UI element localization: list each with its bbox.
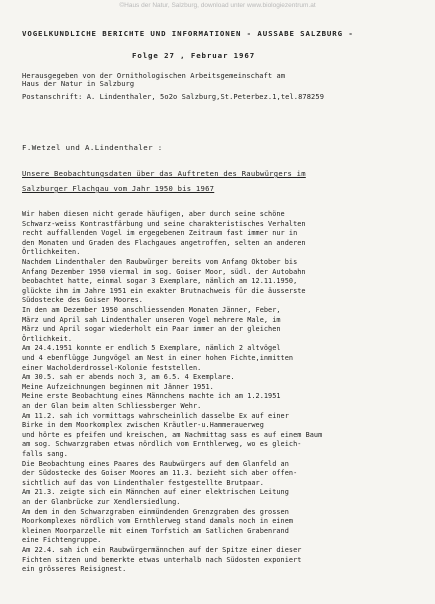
body-line: Fichten sitzen und bemerkte etwas unterhalb nach Südosten exponiert <box>22 555 302 564</box>
watermark: ©Haus der Natur, Salzburg, download unter www.biologiezentrum.at <box>119 2 316 9</box>
postal-address: Postanschrift: A. Lindenthaler, 5o2o Salzburg,St.Peterbez.1,tel.878259 <box>22 93 325 101</box>
body-line: Am dem in den Schwarzgraben einmündenden Grenzgraben des grossen <box>22 507 289 516</box>
body-line: glückte ihm im Jahre 1951 ein exakter Brutnachweis für die äusserste <box>22 286 306 295</box>
body-line: Meine Aufzeichnungen beginnen mit Jänner 1951. <box>22 382 214 391</box>
body-line: Am 30.5. sah er abends noch 3, am 6.5. 4 Exemplare. <box>22 373 235 382</box>
article-authors: F.Wetzel und A.Lindenthaler : <box>22 143 163 152</box>
body-line: März und April sah Lindenthaler unseren Vogel mehrere Male, im <box>22 315 281 324</box>
body-line: recht auffallenden Vogel im ergegebenen Zeitraum fast immer nur in <box>22 229 298 238</box>
series-title: VOGELKUNDLICHE BERICHTE UND INFORMATIONEN - AUSSABE SALZBURG - <box>22 29 354 38</box>
body-line: Am 21.3. zeigte sich ein Männchen auf einer elektrischen Leitung <box>22 488 289 497</box>
article-title-line-1: Unsere Beobachtungsdaten über das Auftreten des Raubwürgers im <box>22 169 306 178</box>
body-line: falls sang. <box>22 450 68 458</box>
publisher-line-2: Haus der Natur in Salzburg <box>22 80 135 88</box>
body-line: Nachdem Lindenthaler den Raubwürger bereits vom Anfang Oktober bis <box>22 258 298 266</box>
body-line: an der Glan beim alten Schliessberger Wehr. <box>22 402 202 410</box>
body-line: einer Wacholderdrossel-Kolonie feststellen. <box>22 363 202 372</box>
body-line: Schwarz-weiss Kontrastfärbung und seine charakteristisches Verhalten <box>22 219 306 228</box>
body-line: Örtlichkeiten. <box>22 248 81 257</box>
publisher-line-1: Herausgegeben von der Ornithologischen Arbeitsgemeinschaft am <box>22 72 286 80</box>
body-line: Südostecke des Goiser Moores. <box>22 296 143 305</box>
body-line: ein grösseres Reisignest. <box>22 565 127 574</box>
article-title-line-2: Salzburger Flachgau vom Jahr 1950 bis 1967 <box>22 184 215 193</box>
body-line: Meine erste Beobachtung eines Männchens machte ich am 1.2.1951 <box>22 392 281 401</box>
body-line: den Monaten und Graden des Flachgaues angetroffen, selten an anderen <box>22 238 306 247</box>
body-line: März und April sogar wiederholt ein Paar immer an der gleichen <box>22 325 281 334</box>
body-line: Anfang Dezember 1950 viermal im sog. Goiser Moor, südl. der Autobahn <box>22 267 306 276</box>
body-line: beobachtet hatte, einmal sogar 3 Exemplare, nämlich am 12.11.1950, <box>22 277 298 286</box>
body-line: kleinen Moorparzelle mit einem Torfstich am Satlichen Grabenrand <box>22 526 289 535</box>
body-line: In den am Dezember 1950 anschliessenden Monaten Jänner, Feber, <box>22 306 281 314</box>
body-line: eine Fichtengruppe. <box>22 536 102 545</box>
body-line: an der Glanbrücke zur Xendlersiedlung. <box>22 498 181 506</box>
body-line: der Südostecke des Goiser Moores am 11.3. bezieht sich aber offen- <box>22 469 298 478</box>
body-line: Wir haben diesen nicht gerade häufigen, aber durch seine schöne <box>22 210 285 218</box>
issue-line: Folge 27 , Februar 1967 <box>132 51 256 60</box>
body-line: Birke in dem Moorkomplex zwischen Kräutler-u.Hammerauerweg <box>22 421 264 430</box>
body-line: und hörte es pfeifen und kreischen, am Nachmittag sass es auf einem Baum <box>22 430 323 439</box>
body-line: und 4 ebenflügge Jungvögel am Nest in einer hohen Fichte,inmitten <box>22 354 294 362</box>
body-line: Örtlichkeit. <box>22 334 73 343</box>
body-line: Am 22.4. sah ich ein Raubwürgermännchen auf der Spitze einer dieser <box>22 546 302 554</box>
body-line: Die Beobachtung eines Paares des Raubwürgers auf dem Glanfeld an <box>22 459 289 468</box>
body-line: Moorkomplexes nördlich vom Ernthlerweg stand damals noch in einem <box>22 517 294 526</box>
body-line: am sog. Schwarzgraben etwas nördlich vom Ernthlerweg, wo es gleich- <box>22 440 302 449</box>
body-line: Am 24.4.1951 konnte er endlich 5 Exemplare, nämlich 2 altvögel <box>22 344 281 353</box>
body-line: sichtlich auf das von Lindenthaler festgestellte Brutpaar. <box>22 478 264 487</box>
body-line: Am 11.2. sah ich vormittags wahrscheinlich dasselbe Ex auf einer <box>22 411 289 420</box>
